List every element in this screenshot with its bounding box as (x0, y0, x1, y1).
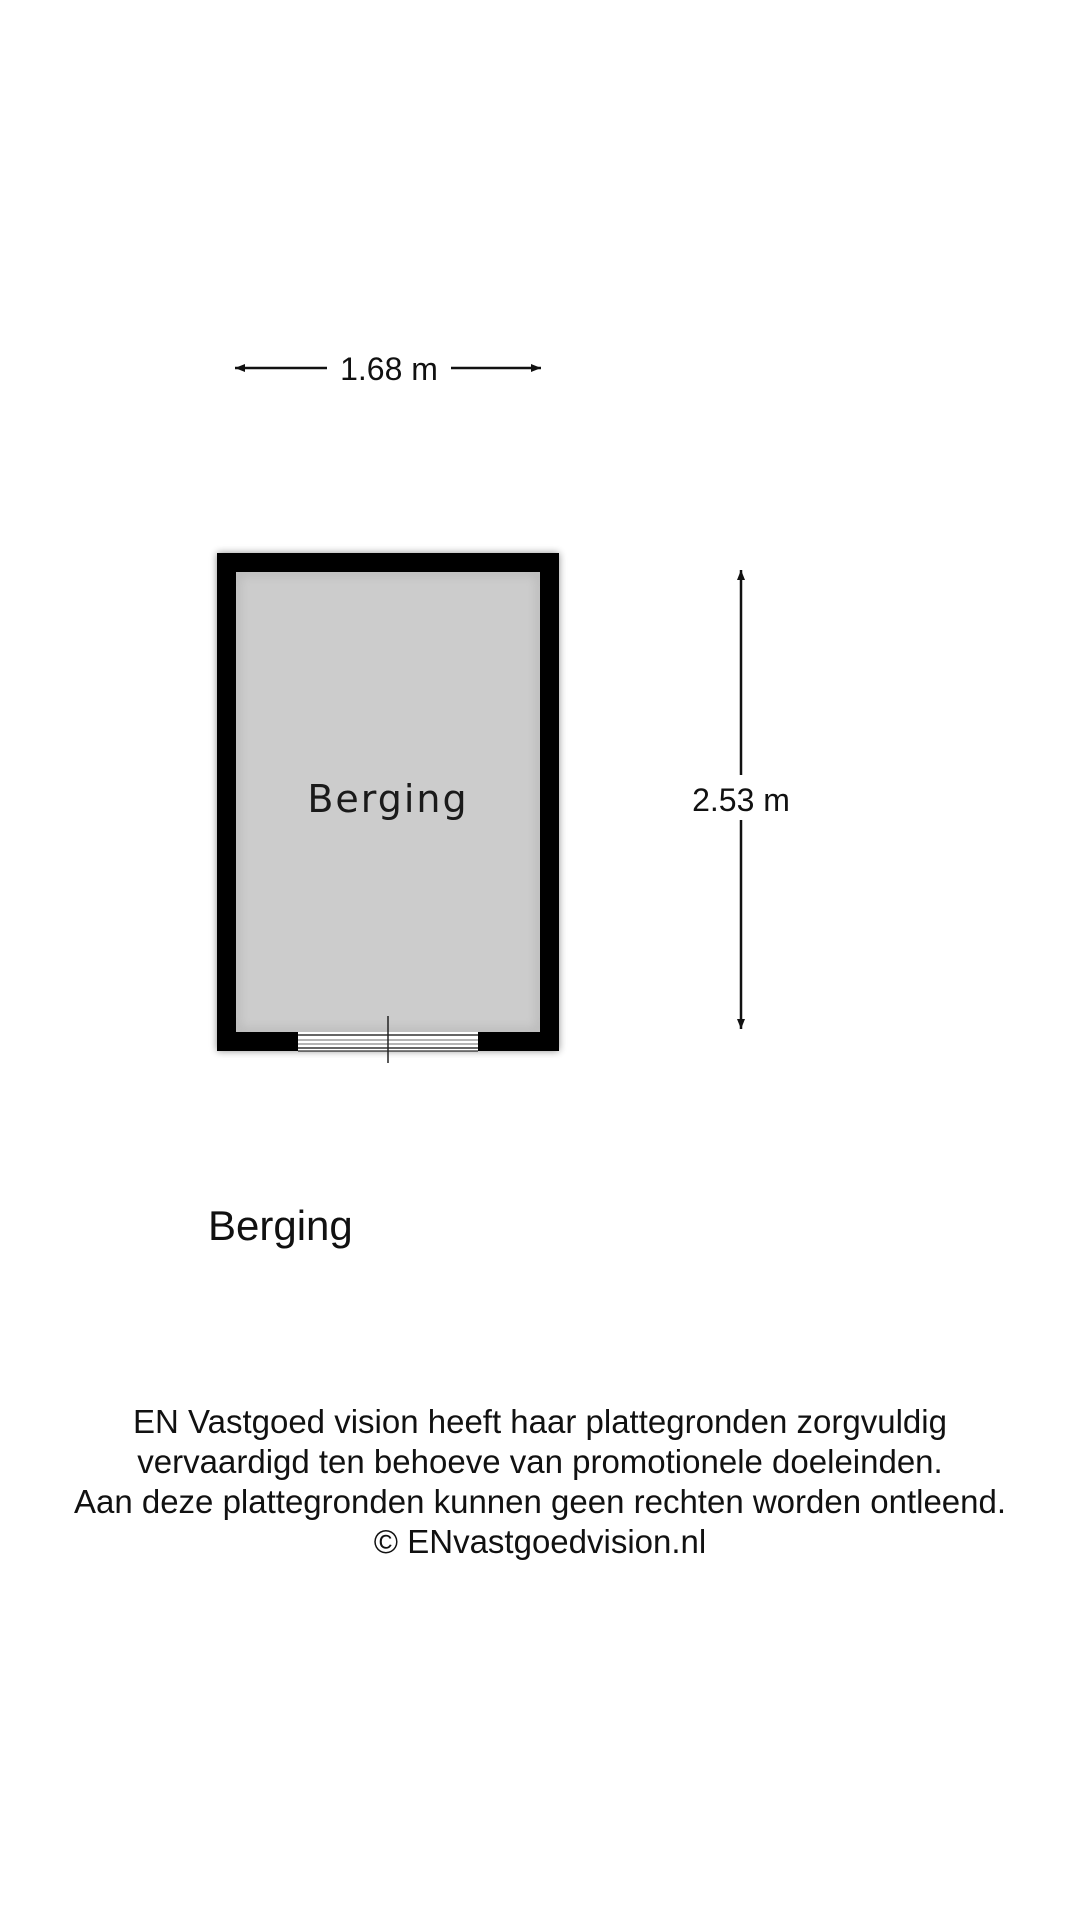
disclaimer-line: vervaardigd ten behoeve van promotionele doeleinden. (137, 1443, 943, 1480)
height-dimension-label: 2.53 m (692, 782, 790, 818)
disclaimer (0, 1402, 1080, 1562)
width-dimension (235, 351, 541, 387)
copyright-line: © ENvastgoedvision.nl (373, 1523, 707, 1560)
floor-title: Berging (208, 1202, 353, 1249)
disclaimer-line: EN Vastgoed vision heeft haar plattegronden zorgvuldig (133, 1403, 947, 1440)
height-dimension (692, 570, 790, 1029)
width-dimension-label: 1.68 m (340, 351, 438, 387)
disclaimer-line: Aan deze plattegronden kunnen geen rechten worden ontleend. (73, 1483, 1007, 1520)
room-berging (217, 553, 559, 1063)
room-label: Berging (307, 777, 469, 821)
